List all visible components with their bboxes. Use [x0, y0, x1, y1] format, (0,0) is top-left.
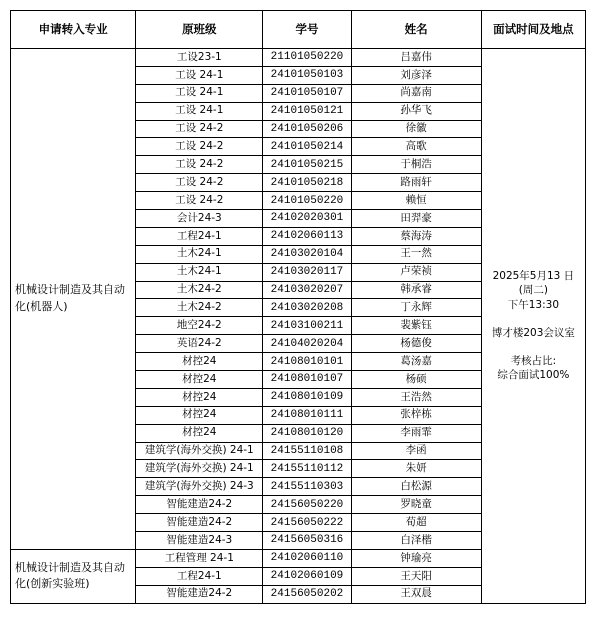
class-cell: 材控24 — [136, 406, 263, 424]
class-cell: 工设 24-1 — [136, 66, 263, 84]
class-cell: 材控24 — [136, 353, 263, 371]
class-cell: 工设 24-1 — [136, 102, 263, 120]
name-cell: 赖恒 — [351, 192, 481, 210]
name-cell: 韩承睿 — [351, 281, 481, 299]
interview-weekday: (周二) — [518, 284, 548, 297]
name-cell: 李函 — [351, 442, 481, 460]
name-cell: 荀超 — [351, 514, 481, 532]
student-id-cell: 24101050103 — [263, 66, 351, 84]
student-id-cell: 24103100211 — [263, 317, 351, 335]
name-cell: 葛汤嘉 — [351, 353, 481, 371]
header-name: 姓名 — [351, 11, 481, 49]
student-id-cell: 24156050202 — [263, 585, 351, 603]
name-cell: 孙华飞 — [351, 102, 481, 120]
student-id-cell: 24156050222 — [263, 514, 351, 532]
name-cell: 白泽楷 — [351, 532, 481, 550]
class-cell: 建筑学(海外交换) 24-3 — [136, 478, 263, 496]
header-major: 申请转入专业 — [11, 11, 136, 49]
student-id-cell: 24108010120 — [263, 424, 351, 442]
class-cell: 土木24-1 — [136, 245, 263, 263]
student-id-cell: 24101050206 — [263, 120, 351, 138]
class-cell: 建筑学(海外交换) 24-1 — [136, 460, 263, 478]
student-id-cell: 24101050121 — [263, 102, 351, 120]
name-cell: 罗晓童 — [351, 496, 481, 514]
student-id-cell: 24108010111 — [263, 406, 351, 424]
student-id-cell: 24108010101 — [263, 353, 351, 371]
class-cell: 工程24-1 — [136, 567, 263, 585]
header-interview: 面试时间及地点 — [481, 11, 585, 49]
student-id-cell: 24155110108 — [263, 442, 351, 460]
class-cell: 土木24-2 — [136, 281, 263, 299]
student-id-cell: 24155110112 — [263, 460, 351, 478]
class-cell: 智能建造24-2 — [136, 514, 263, 532]
student-id-cell: 24101050220 — [263, 192, 351, 210]
student-id-cell: 24102060113 — [263, 227, 351, 245]
class-cell: 工程管理 24-1 — [136, 549, 263, 567]
student-id-cell: 24108010107 — [263, 371, 351, 389]
table-row — [11, 49, 586, 67]
name-cell: 裴紫钰 — [351, 317, 481, 335]
class-cell: 材控24 — [136, 371, 263, 389]
student-id-cell: 24101050107 — [263, 84, 351, 102]
name-cell: 张梓栋 — [351, 406, 481, 424]
name-cell: 王双晨 — [351, 585, 481, 603]
name-cell: 吕嘉伟 — [351, 49, 481, 67]
student-id-cell: 24108010109 — [263, 388, 351, 406]
name-cell: 徐徽 — [351, 120, 481, 138]
class-cell: 工设 24-2 — [136, 120, 263, 138]
interview-date: 2025年5月13 日 — [492, 270, 575, 283]
student-id-cell: 24103020207 — [263, 281, 351, 299]
header-class: 原班级 — [136, 11, 263, 49]
class-cell: 土木24-1 — [136, 263, 263, 281]
student-id-cell: 24156050220 — [263, 496, 351, 514]
name-cell: 于桐浩 — [351, 156, 481, 174]
interview-time: 下午13:30 — [507, 298, 560, 311]
major-cell: 机械设计制造及其自动化(机器人) — [11, 49, 136, 550]
name-cell: 钟瑜亮 — [351, 549, 481, 567]
student-id-cell: 24102020301 — [263, 210, 351, 228]
class-cell: 材控24 — [136, 388, 263, 406]
class-cell: 工设 24-2 — [136, 156, 263, 174]
header-student-id: 学号 — [263, 11, 351, 49]
class-cell: 英语24-2 — [136, 335, 263, 353]
name-cell: 路雨轩 — [351, 174, 481, 192]
class-cell: 智能建造24-2 — [136, 585, 263, 603]
name-cell: 杨硕 — [351, 371, 481, 389]
student-id-cell: 24156050316 — [263, 532, 351, 550]
name-cell: 朱妍 — [351, 460, 481, 478]
name-cell: 王浩然 — [351, 388, 481, 406]
name-cell: 刘彦泽 — [351, 66, 481, 84]
student-id-cell: 24103020104 — [263, 245, 351, 263]
ratio-value: 综合面试100% — [497, 369, 570, 382]
class-cell: 智能建造24-3 — [136, 532, 263, 550]
interview-info-cell — [481, 49, 585, 604]
class-cell: 建筑学(海外交换) 24-1 — [136, 442, 263, 460]
transfer-table-container — [10, 10, 586, 604]
name-cell: 高歌 — [351, 138, 481, 156]
class-cell: 工设23-1 — [136, 49, 263, 67]
transfer-interview-table — [10, 10, 586, 604]
name-cell: 王一然 — [351, 245, 481, 263]
name-cell: 王天阳 — [351, 567, 481, 585]
class-cell: 工程24-1 — [136, 227, 263, 245]
class-cell: 工设 24-1 — [136, 84, 263, 102]
student-id-cell: 24101050214 — [263, 138, 351, 156]
name-cell: 尚嘉南 — [351, 84, 481, 102]
name-cell: 蔡海涛 — [351, 227, 481, 245]
class-cell: 工设 24-2 — [136, 138, 263, 156]
student-id-cell: 24104020204 — [263, 335, 351, 353]
class-cell: 会计24-3 — [136, 210, 263, 228]
ratio-label: 考核占比: — [510, 354, 557, 367]
class-cell: 智能建造24-2 — [136, 496, 263, 514]
class-cell: 材控24 — [136, 424, 263, 442]
name-cell: 李雨霏 — [351, 424, 481, 442]
header-row — [11, 11, 586, 49]
class-cell: 地空24-2 — [136, 317, 263, 335]
name-cell: 白松源 — [351, 478, 481, 496]
student-id-cell: 24101050215 — [263, 156, 351, 174]
student-id-cell: 24102060110 — [263, 549, 351, 567]
major-cell: 机械设计制造及其自动化(创新实验班) — [11, 549, 136, 603]
name-cell: 田羿豪 — [351, 210, 481, 228]
name-cell: 丁永辉 — [351, 299, 481, 317]
student-id-cell: 21101050220 — [263, 49, 351, 67]
student-id-cell: 24101050218 — [263, 174, 351, 192]
class-cell: 工设 24-2 — [136, 192, 263, 210]
name-cell: 卢荣祯 — [351, 263, 481, 281]
student-id-cell: 24103020208 — [263, 299, 351, 317]
student-id-cell: 24155110303 — [263, 478, 351, 496]
interview-place: 博才楼203会议室 — [491, 326, 575, 339]
table-body — [11, 49, 586, 604]
student-id-cell: 24102060109 — [263, 567, 351, 585]
class-cell: 土木24-2 — [136, 299, 263, 317]
name-cell: 杨德俊 — [351, 335, 481, 353]
student-id-cell: 24103020117 — [263, 263, 351, 281]
class-cell: 工设 24-2 — [136, 174, 263, 192]
